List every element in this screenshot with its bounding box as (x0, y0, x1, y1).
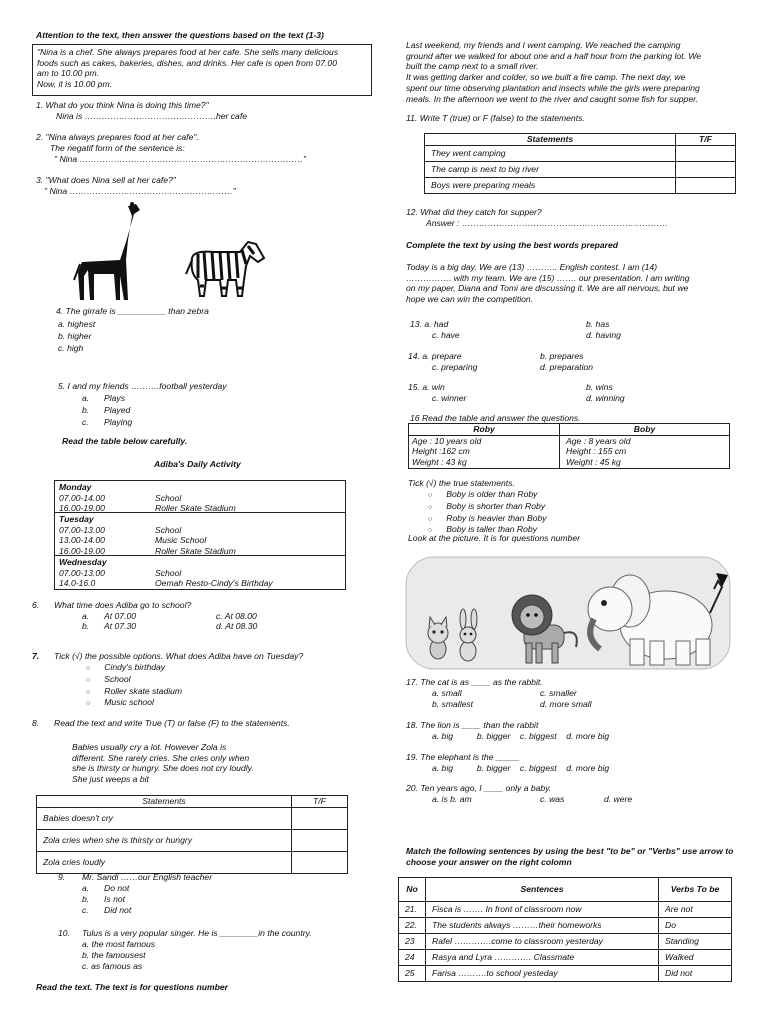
q20-option-c[interactable]: c. was (540, 794, 565, 804)
camping-text-line: ground after we walked for about one and a half hour from the parking lot. We (406, 50, 702, 61)
match-table (398, 877, 732, 982)
tf-answer-cell[interactable] (292, 829, 348, 851)
question-3: 3. "What does Nina sell at her cafe?" (36, 175, 176, 185)
q9-number: 9. (58, 872, 66, 882)
q5-option-c[interactable] (82, 417, 133, 428)
q7-number: 7. (32, 651, 40, 661)
boby-header: Boby (560, 424, 730, 436)
time: 16.00-19.00 (59, 546, 105, 557)
match-no: 25 (399, 966, 426, 982)
q20-option-d[interactable]: d. were (604, 794, 633, 804)
option-letter: a. (82, 393, 90, 403)
tick-option-4[interactable]: ○ Boby is taller than Roby (428, 524, 547, 536)
q14-option-b[interactable]: b. prepares (540, 351, 584, 361)
picture-note: Look at the picture. It is for questions number (408, 533, 580, 543)
tf-statement: The camp is next to big river (425, 161, 676, 177)
q13-option-b[interactable]: b. has (586, 319, 610, 329)
q13-option-d[interactable]: d. having (586, 330, 621, 340)
time: 13.00-14.00 (59, 535, 105, 546)
q4-option-c[interactable]: c. high (58, 343, 84, 353)
q9-option-c[interactable] (82, 905, 132, 916)
day-label: Monday (59, 482, 92, 492)
match-sentence[interactable]: The students always ………their homeworks (426, 918, 659, 934)
option-text: Did not (104, 905, 132, 915)
schedule-monday (55, 481, 345, 513)
tf-statement: Boys were preparing meals (425, 177, 676, 193)
q6-option-a[interactable]: At 07.00 (104, 611, 137, 621)
question-12: 12. What did they catch for supper? (406, 207, 542, 217)
q5-option-a[interactable] (82, 393, 126, 404)
q6-option-c[interactable]: c. At 08.00 (216, 611, 257, 621)
question-12-answer[interactable]: Answer : ……………………………………………………………… (426, 218, 669, 228)
option-letter: b. (82, 894, 90, 904)
question-4: 4. The girrafe is __________ than zebra (56, 306, 209, 316)
match-sentence[interactable]: Rasya and Lyra …………. Classmate (426, 950, 659, 966)
schedule-wednesday (55, 556, 345, 590)
match-answer[interactable]: Do (659, 918, 732, 934)
question-20: 20. Ten years ago, I ____ only a baby. (406, 783, 552, 793)
q7-option-1[interactable]: ○ Cindy's birthday (86, 662, 182, 674)
q6-options-row-2 (82, 621, 282, 632)
q20-option-ab[interactable]: a. is b. am (432, 794, 472, 804)
option-text: Playing (104, 417, 133, 427)
tick-option-2[interactable]: ○ Boby is shorter than Roby (428, 501, 547, 513)
activity: School (155, 567, 182, 578)
tf-statement: They went camping (425, 145, 676, 161)
babies-text-line: She just weeps a bit (72, 774, 149, 785)
time: 07.00-14.00 (59, 492, 105, 503)
tf-statement: Babies doesn't cry (37, 807, 292, 829)
q17-option-a[interactable]: a. small (432, 688, 462, 698)
contest-text-line: ……………. with my team. We are (15) ……. our presentation. I am writing (406, 272, 690, 283)
question-6: What time does Adiba go to school? (54, 600, 192, 610)
match-header-verbs: Verbs To be (659, 878, 732, 902)
roby-boby-table (408, 423, 730, 469)
match-heading-line: choose your answer on the right colomn (406, 856, 572, 867)
q19-options[interactable]: a. big b. bigger c. biggest d. more big (432, 763, 610, 773)
tf-answer-cell[interactable] (676, 177, 736, 193)
camping-text (406, 40, 736, 104)
q9-option-b[interactable] (82, 894, 126, 905)
question-17: 17. The cat is as ____ as the rabbit. (406, 677, 543, 687)
tick-option-3[interactable]: ○ Roby is heavier than Boby (428, 513, 547, 525)
match-answer[interactable]: Are not (659, 902, 732, 918)
q17-option-d[interactable]: d. more small (540, 699, 592, 709)
footer-instruction: Read the text. The text is for questions number (36, 982, 228, 992)
babies-text-line: she is thirsty or hungry. She does not cry loudly. (72, 763, 254, 774)
tf-header-tf: T/F (292, 796, 348, 808)
q15-option-a[interactable]: 15. a. win (408, 382, 445, 392)
section-heading-1-3: Attention to the text, then answer the questions based on the text (1-3) (36, 30, 324, 40)
schedule-tuesday (55, 513, 345, 556)
tf-table-q8 (36, 795, 348, 874)
tf-header-tf: T/F (676, 134, 736, 146)
contest-text (406, 262, 721, 305)
roby-weight: Weight : 43 kg (412, 457, 467, 468)
boby-height: Height : 155 cm (566, 446, 627, 457)
match-no: 21. (399, 902, 426, 918)
roby-height: Height :162 cm (412, 446, 470, 457)
giraffe-icon (70, 200, 150, 302)
match-answer[interactable]: Standing (659, 934, 732, 950)
contest-text-line: on my paper, Diana and Tomi are discussing it. We are all nervous, but we (406, 283, 689, 294)
q18-options[interactable]: a. big b. bigger c. biggest d. more big (432, 731, 610, 741)
match-sentence[interactable]: Farisa ……….to school yesteday (426, 966, 659, 982)
q17-option-b[interactable]: b. smallest (432, 699, 474, 709)
time: 16.00-19.00 (59, 503, 105, 514)
q9-option-a[interactable] (82, 883, 130, 894)
tf-header-statements: Statements (37, 796, 292, 808)
roby-header: Roby (409, 424, 560, 436)
question-7: Tick (√) the possible options. What does Adiba have on Tuesday? (54, 651, 304, 661)
match-heading-line: Match the following sentences by using the best "to be" or "Verbs" use arrow to (406, 846, 734, 856)
q15-option-c[interactable]: c. winner (432, 393, 467, 403)
q6-number: 6. (32, 600, 40, 610)
time: 07.00-13.00 (59, 567, 105, 578)
match-answer[interactable]: Walked (659, 950, 732, 966)
babies-text-line: Babies usually cry a lot. However Zola is (72, 742, 227, 752)
complete-text-heading: Complete the text by using the best words prepared (406, 240, 619, 250)
q7-option-2[interactable]: ○ School (86, 674, 182, 686)
schedule-table (54, 480, 346, 590)
tick-options (428, 489, 547, 536)
question-8: Read the text and write True (T) or false (F) to the statements. (54, 718, 290, 728)
activity: Roller Skate Stadium (155, 546, 236, 557)
option-text: Do not (104, 883, 130, 893)
day-label: Tuesday (59, 514, 94, 524)
option-letter: a. (82, 611, 90, 621)
contest-text-line: Today is a big day. We are (13) ……….. English contest. I am (14) (406, 262, 658, 272)
q4-option-a[interactable]: a. highest (58, 319, 96, 329)
question-11: 11. Write T (true) or F (false) to the statements. (406, 113, 585, 123)
q5-option-b[interactable] (82, 405, 131, 416)
q10-option-a[interactable]: a. the most famous (82, 939, 156, 949)
question-2-answer[interactable]: " Nina ……………………………………………………………………" (54, 154, 306, 164)
match-no: 22. (399, 918, 426, 934)
boby-age: Age : 8 years old (566, 435, 631, 446)
time: 14.0-16.0 (59, 578, 96, 589)
babies-text (72, 742, 272, 785)
q7-option-3[interactable]: ○ Roller skate stadium (86, 686, 182, 698)
match-header-sentences: Sentences (426, 878, 659, 902)
tf-answer-cell[interactable] (676, 145, 736, 161)
q6-option-b[interactable]: At 07.30 (104, 621, 137, 631)
roby-age: Age : 10 years old (412, 435, 482, 446)
question-10: Tulus is a very popular singer. He is ________in the country. (82, 928, 312, 938)
boby-details (560, 435, 730, 468)
nina-text-line: Now, it is 10.00 pm. (37, 79, 112, 90)
tick-option-1[interactable]: ○ Boby is older than Roby (428, 489, 547, 501)
q13-option-c[interactable]: c. have (432, 330, 460, 340)
q17-option-c[interactable]: c. smaller (540, 688, 577, 698)
q10-number: 10. (58, 928, 70, 938)
q7-option-4[interactable]: ○ Music school (86, 697, 182, 709)
q8-number: 8. (32, 718, 40, 728)
time: 07.00-13.00 (59, 524, 105, 535)
question-9: Mr. Sandi ……our English teacher (82, 872, 213, 882)
tf-answer-cell[interactable] (292, 851, 348, 873)
q15-option-d[interactable]: d. winning (586, 393, 625, 403)
q10-option-b[interactable]: b. the famousest (82, 950, 146, 960)
match-row (399, 918, 732, 934)
nina-text-box (32, 44, 372, 96)
option-letter: b. (82, 621, 90, 631)
question-2-sub: The negatif form of the sentence is: (50, 143, 185, 153)
q14-option-a[interactable]: 14. a. prepare (408, 351, 462, 361)
activity: Music School (155, 535, 207, 546)
match-no: 24 (399, 950, 426, 966)
nina-text-line: foods such as cakes, bakeries, dishes, and drinks. Her cafe is open from 07.00 (37, 57, 337, 68)
contest-text-line: hope we can win the competition. (406, 294, 534, 305)
question-2: 2. "Nina always prepares food at her cafe". (36, 132, 199, 142)
zebra-icon (184, 240, 268, 300)
match-sentence[interactable]: Fisca is ……. In front of classroom now (426, 902, 659, 918)
match-row (399, 950, 732, 966)
match-no: 23 (399, 934, 426, 950)
question-3-answer[interactable]: " Nina …………………………………………………" (44, 186, 236, 196)
activity: Roller Skate Stadium (155, 503, 236, 514)
tf-header-statements: Statements (425, 134, 676, 146)
match-row (399, 902, 732, 918)
roby-details (409, 435, 560, 468)
question-18: 18. The lion is ____ than the rabbit (406, 720, 539, 730)
option-letter: c. (82, 905, 89, 915)
animals-picture (404, 553, 732, 673)
question-1-answer[interactable]: Nina is ……………………………………….her cafe (56, 111, 248, 121)
q10-option-c[interactable]: c. as famous as (82, 961, 143, 971)
day-label: Wednesday (59, 557, 107, 567)
tf-answer-cell[interactable] (676, 161, 736, 177)
tf-statement: Zola cries when she is thirsty or hungry (37, 829, 292, 851)
question-19: 19. The elephant is the _____ (406, 752, 520, 762)
match-heading (406, 846, 733, 867)
q14-option-d[interactable]: d. preparation (540, 362, 594, 372)
q13-option-a[interactable]: 13. a. had (410, 319, 449, 329)
babies-text-line: different. She rarely cries. She cries only when (72, 752, 250, 763)
activity: School (155, 492, 182, 503)
option-letter: b. (82, 405, 90, 415)
match-row (399, 966, 732, 982)
question-5: 5. I and my friends ……….football yesterday (58, 381, 227, 391)
match-sentence[interactable]: Rafel ………….come to classroom yesterday (426, 934, 659, 950)
option-text: Plays (104, 393, 126, 403)
read-table-heading: Read the table below carefully. (62, 436, 188, 446)
q14-option-c[interactable]: c. preparing (432, 362, 478, 372)
question-16: 16 Read the table and answer the questions. (410, 413, 581, 423)
q7-options (86, 662, 182, 709)
match-answer[interactable]: Did not (659, 966, 732, 982)
camping-text-line: meals. In the afternoon we went to the river and caught some fish for supper. (406, 93, 699, 104)
question-1: 1. What do you think Nina is doing this time?" (36, 100, 209, 110)
boby-weight: Weight : 45 kg (566, 457, 621, 468)
tf-statement: Zola cries loudly (37, 851, 292, 873)
option-text: Played (104, 405, 131, 415)
tick-heading: Tick (√) the true statements. (408, 478, 515, 488)
cat-icon (428, 617, 448, 659)
option-text: Is not (104, 894, 126, 904)
camping-text-line: Last weekend, my friends and I went camping. We reached the camping (406, 40, 681, 50)
camping-text-line: spent our time observing plantation and insects while the girls were preparing (406, 82, 700, 93)
option-letter: c. (82, 417, 89, 427)
match-row (399, 934, 732, 950)
q4-option-b[interactable]: b. higher (58, 331, 92, 341)
nina-text-line: "Nina is a chef. She always prepares food at her cafe. She sells many delicious (37, 47, 339, 57)
activity: School (155, 524, 182, 535)
tf-answer-cell[interactable] (292, 807, 348, 829)
tf-table-q11 (424, 133, 736, 194)
match-header-no: No (399, 878, 426, 902)
camping-text-line: It was getting darker and colder, so we built a fire camp. The next day, we (406, 72, 686, 83)
activity: Oemah Resto-Cindy's Birthday (155, 578, 273, 589)
camping-text-line: built the camp next to a small river. (406, 61, 539, 72)
schedule-title: Adiba's Daily Activity (154, 459, 241, 469)
q15-option-b[interactable]: b. wins (586, 382, 613, 392)
q6-option-d[interactable]: d. At 08.30 (216, 621, 258, 631)
option-letter: a. (82, 883, 90, 893)
nina-text-line: am to 10.00 pm. (37, 68, 100, 79)
